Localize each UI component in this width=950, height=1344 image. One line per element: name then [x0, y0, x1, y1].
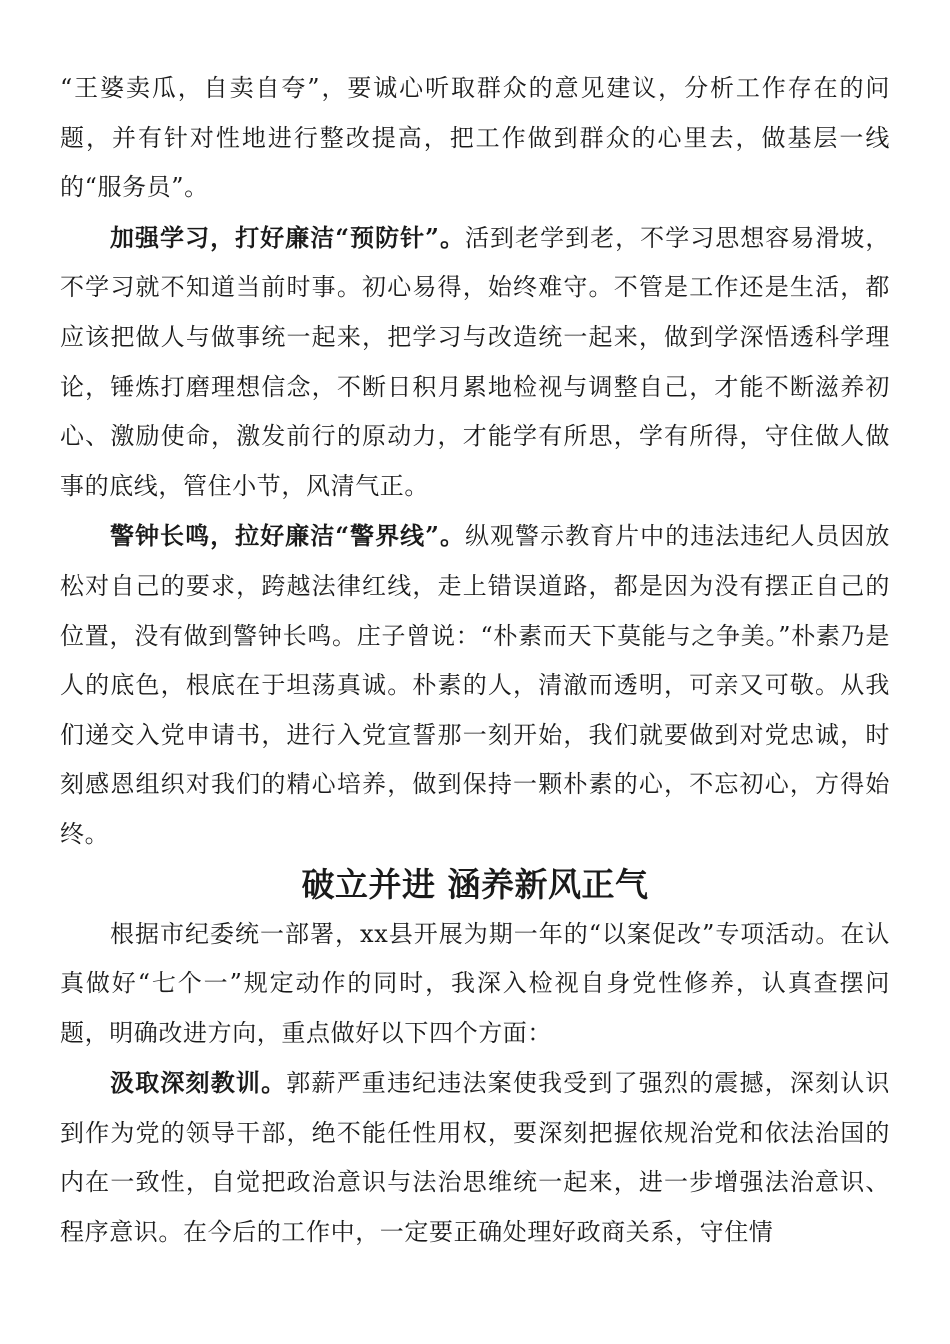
paragraph-lead: 警钟长鸣，拉好廉洁“警界线”。	[110, 521, 465, 551]
paragraph-intro	[60, 910, 890, 1059]
document-page	[60, 64, 890, 1258]
paragraph-study	[60, 213, 890, 512]
paragraph-text: 活到老学到老，不学习思想容易滑坡，不学习就不知道当前时事。初心易得，始终难守。不管是工作还是生活，都应该把做人与做事统一起来，把学习与改造统一起来，做到学深悟透科学理论，锤炼打磨理想信念，不断日积月累地检视与调整自己，才能不断滋养初心、激励使命，激发前行的原动力，才能学有所思，学有所得，守住做人做事的底线，管住小节，风清气正。	[60, 223, 891, 500]
paragraph-continuation	[60, 64, 890, 213]
paragraph-lead: 加强学习，打好廉洁“预防针”。	[110, 222, 465, 252]
paragraph-text: 根据市纪委统一部署，xx县开展为期一年的“以案促改”专项活动。在认真做好“七个一”规定动作的同时，我深入检视自身党性修养，认真查摆问题，明确改进方向，重点做好以下四个方面：	[60, 919, 890, 1047]
paragraph-lead: 汲取深刻教训。	[110, 1068, 287, 1098]
paragraph-text: “王婆卖瓜，自卖自夸”，要诚心听取群众的意见建议，分析工作存在的问题，并有针对性地进行整改提高，把工作做到群众的心里去，做基层一线的“服务员”。	[60, 74, 890, 202]
paragraph-text: 纵观警示教育片中的违法违纪人员因放松对自己的要求，跨越法律红线，走上错误道路，都是因为没有摆正自己的位置，没有做到警钟长鸣。庄子曾说：“朴素而天下莫能与之争美。”朴素乃是人的底色，根底在于坦荡真诚。朴素的人，清澈而透明，可亲又可敬。从我们递交入党申请书，进行入党宣誓那一刻开始，我们就要做到对党忠诚，时刻感恩组织对我们的精心培养，做到保持一颗朴素的心，不忘初心，方得始终。	[60, 522, 891, 848]
paragraph-lesson	[60, 1058, 890, 1257]
paragraph-alarm	[60, 511, 890, 859]
paragraph-text: 郭薪严重违纪违法案使我受到了强烈的震撼，深刻认识到作为党的领导干部，绝不能任性用权，要深刻把握依规治党和依法治国的内在一致性，自觉把政治意识与法治思维统一起来，进一步增强法治意识、程序意识。在今后的工作中，一定要正确处理好政商关系，守住情	[60, 1069, 890, 1247]
section-title: 破立并进 涵养新风正气	[301, 864, 649, 904]
